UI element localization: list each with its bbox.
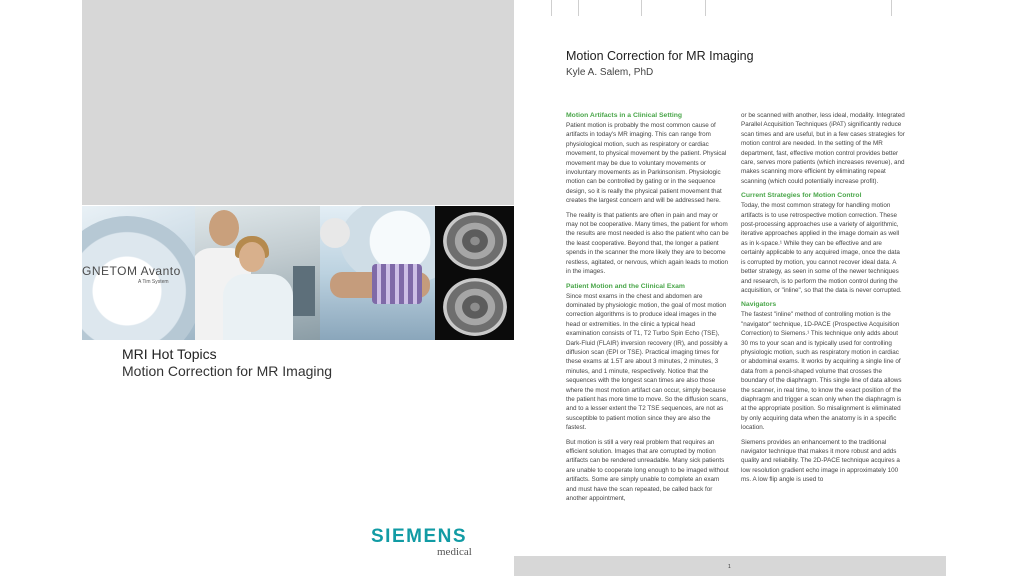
cover-gray-block [82, 0, 514, 205]
paragraph: Siemens provides an enhancement to the traditional navigator technique that makes it more robust and adds quality and reliability. The 2D-PACE technique acquires a low resolution gradient echo image in approximately 100 ms. A low flip angle is used to [741, 438, 900, 484]
article-title: Motion Correction for MR Imaging [566, 49, 754, 63]
section-heading: Current Strategies for Motion Control [741, 192, 862, 200]
section-heading: Patient Motion and the Clinical Exam [566, 282, 685, 290]
section-heading: Navigators [741, 301, 777, 309]
paragraph: Today, the most common strategy for handling motion artifacts is to use retrospective motion correction. These post-processing approaches use a variety of algorithmic, iterative approaches applied in the image domain as well as in k-space.¹ While they can be effective and are certainly applicable to any acquired image, once the data is corrupted by motion, you cannot recover ideal data. A better strategy, as seen in some of the newer techniques and research, is to perform the motion control during the acquisition, or "inline", so that the data is never corrupted. [741, 202, 902, 294]
siemens-medical-text: medical [437, 546, 472, 558]
siemens-logo: SIEMENS [371, 526, 468, 547]
scanner-ring [82, 216, 195, 340]
doctor-head [209, 210, 239, 246]
paragraph: But motion is still a very real problem that requires an efficient solution. Images that are corrupted by motion artifacts can be rendered unreadable. Many sick patients are unable to cooperate long enough to be imaged without artifacts. Some are simply unable to complete an exam and must have the scan repeated, be called back for another appointment, [566, 438, 729, 503]
crop-mark [705, 0, 706, 16]
crop-mark [551, 0, 552, 16]
cover-photo-strip [82, 206, 514, 340]
page-number: 1 [728, 564, 731, 570]
head-coil [372, 264, 422, 304]
paragraph: Since most exams in the chest and abdomen are dominated by physiologic motion, the goal of most motion correction algorithms is to produce ideal images in the head or extremities. In the clinic a typical head examination consists of T1, T2 Turbo Spin Echo (TSE), Dark-Fluid (FLAIR) inversion recovery (IR), and possibly a diffusion scan (EPI or TSE). Practical imaging times for these exams at 1.5T are about 3 minutes, 2 minutes, 3 minutes, and 1 minute, respectively. Notice that the sequences with the longest scan times are also those where the most motion artifact can occur, simply because the patient has more time to move. So the diffusion scans, and to a lesser extent the T2 TSE sequences, are not as susceptible to patient motion since they are also the fastest. [566, 292, 728, 432]
crop-mark [641, 0, 642, 16]
cover-subtitle: Motion Correction for MR Imaging [122, 363, 333, 379]
mri-brain-images [435, 206, 514, 340]
paragraph: Patient motion is probably the most common cause of artifacts in today's MR imaging. This can range from physiological motion, such as respiratory or cardiac movement, to physical movement by the patient. Physical movement may be due to voluntary movements or involuntary movements as in Parkinsonism. Physiologic motion can be controlled by gating or in the sequence design, so it is really the physical patient movement that creates the largest concern and will be addressed here. [566, 122, 727, 205]
scanner-photo [82, 206, 195, 340]
paragraph: or be scanned with another, less ideal, modality. Integrated Parallel Acquisition Techniques (iPAT) significantly reduce scan times and are useful, but in a few cases strategies for motion control are needed. In the setting of the MR department, fast, effective motion control provides better care, serves more patients (which increases revenue), and makes scanning more efficient by eliminating repeat scanning (which could potentially increase profit). [741, 112, 905, 185]
staff-photo [195, 206, 320, 340]
article-column-left [566, 111, 730, 508]
cover-title: MRI Hot Topics [122, 346, 217, 362]
monitor-shape [293, 266, 315, 316]
scanner-sublabel: A Tim System [138, 279, 169, 285]
article-author: Kyle A. Salem, PhD [566, 67, 654, 78]
nurse-head [239, 242, 265, 272]
paragraph: The reality is that patients are often in pain and may or may not be cooperative. Many times, the patient for whom the results are most needed is also the patient who can be the least cooperative. Beyond that, the longer a patient spends in the scanner the more likely they are to become restless, agitated, or nervous, which again leads to motion in the images. [566, 211, 729, 276]
article-column-right [741, 111, 905, 490]
brain-scan-top [443, 212, 507, 270]
brain-scan-bottom [443, 278, 507, 336]
technician-figure [320, 218, 350, 248]
patient-scan-photo [320, 206, 435, 340]
cover-page [82, 0, 514, 576]
nurse-figure [223, 274, 293, 340]
section-heading: Motion Artifacts in a Clinical Setting [566, 112, 683, 119]
paragraph: The fastest "inline" method of controlling motion is the "navigator" technique, 1D-PACE (Prospective Acquisition Correction) to Siemens.¹ This technique only adds about 30 ms to your scan and is typically used for controlling physiologic motion, such as respiratory motion in cardiac or abdominal exams. It works by acquiring a single line of data from a pencil-shaped volume that crosses the boundary of the diaphragm. This single line of data allows the scanner, in real time, to know the exact position of the diaphragm and trigger a scan only when the diaphragm is at the appropriate position. So misalignment is eliminated by only acquiring data when the anatomy is in a specific location. [741, 311, 902, 432]
crop-mark [578, 0, 579, 16]
crop-mark [891, 0, 892, 16]
scanner-label: GNETOM Avanto [82, 264, 181, 278]
